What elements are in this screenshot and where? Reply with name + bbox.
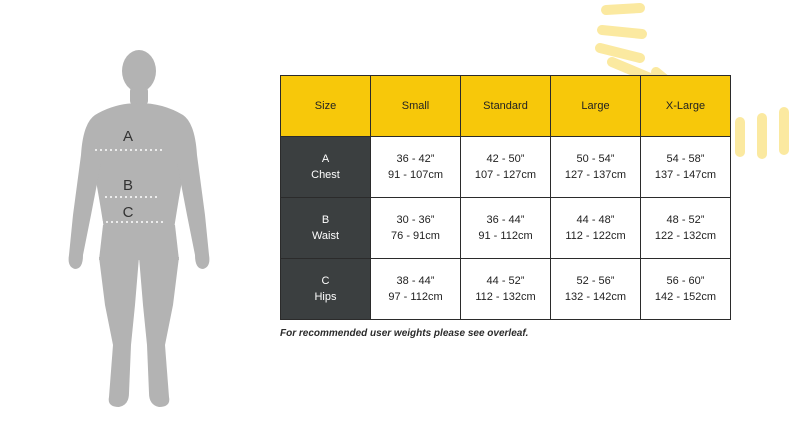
cell-metric: 91 - 112cm <box>478 230 533 242</box>
cell-metric: 112 - 122cm <box>565 230 626 242</box>
row-header-chest <box>281 137 371 198</box>
row-letter: C <box>321 275 330 287</box>
header-standard: Standard <box>461 76 551 137</box>
cell-imperial: 54 - 58” <box>666 153 705 165</box>
table-cell <box>371 137 461 198</box>
cell-imperial: 44 - 48” <box>576 214 615 226</box>
cell-imperial: 36 - 42” <box>396 153 435 165</box>
row-letter: B <box>321 214 330 226</box>
cell-metric: 142 - 152cm <box>654 291 717 303</box>
table-cell <box>551 259 641 320</box>
header-large: Large <box>551 76 641 137</box>
cell-metric: 127 - 137cm <box>564 169 627 181</box>
cell-imperial: 44 - 52” <box>486 275 525 287</box>
cell-metric: 122 - 132cm <box>654 230 717 242</box>
cell-imperial: 52 - 56” <box>576 275 615 287</box>
table-cell <box>551 198 641 259</box>
row-header-hips <box>281 259 371 320</box>
cell-metric: 137 - 147cm <box>654 169 717 181</box>
figure-label-a: A <box>122 128 133 145</box>
footnote: For recommended user weights please see overleaf. <box>280 328 529 339</box>
human-figure-silhouette <box>55 45 215 415</box>
row-label: Chest <box>311 169 340 181</box>
size-chart-table <box>280 75 731 320</box>
header-size: Size <box>281 76 371 137</box>
cell-imperial: 36 - 44” <box>486 214 525 226</box>
table-cell <box>371 259 461 320</box>
header-small: Small <box>371 76 461 137</box>
cell-metric: 132 - 142cm <box>564 291 627 303</box>
table-cell <box>551 137 641 198</box>
table-cell <box>461 198 551 259</box>
cell-metric: 112 - 132cm <box>475 291 536 303</box>
figure-label-c: C <box>122 204 134 221</box>
row-label: Waist <box>311 230 340 242</box>
row-letter: A <box>321 153 330 165</box>
table-row-waist <box>281 198 731 259</box>
cell-metric: 91 - 107cm <box>387 169 444 181</box>
figure-label-b: B <box>122 177 133 194</box>
cell-imperial: 50 - 54” <box>576 153 615 165</box>
table-cell <box>461 259 551 320</box>
cell-imperial: 38 - 44” <box>396 275 435 287</box>
cell-imperial: 48 - 52” <box>666 214 705 226</box>
table-cell <box>641 259 731 320</box>
cell-imperial: 42 - 50” <box>486 153 525 165</box>
cell-imperial: 30 - 36” <box>396 214 435 226</box>
cell-metric: 97 - 112cm <box>388 291 443 303</box>
row-header-waist <box>281 198 371 259</box>
table-cell <box>461 137 551 198</box>
cell-metric: 76 - 91cm <box>391 230 440 242</box>
cell-imperial: 56 - 60” <box>666 275 705 287</box>
table-row-chest <box>281 137 731 198</box>
header-x-large: X-Large <box>641 76 731 137</box>
table-cell <box>641 198 731 259</box>
table-header-row <box>281 76 731 137</box>
table-cell <box>641 137 731 198</box>
row-label: Hips <box>314 291 337 303</box>
table-row-hips <box>281 259 731 320</box>
cell-metric: 107 - 127cm <box>474 169 537 181</box>
table-cell <box>371 198 461 259</box>
